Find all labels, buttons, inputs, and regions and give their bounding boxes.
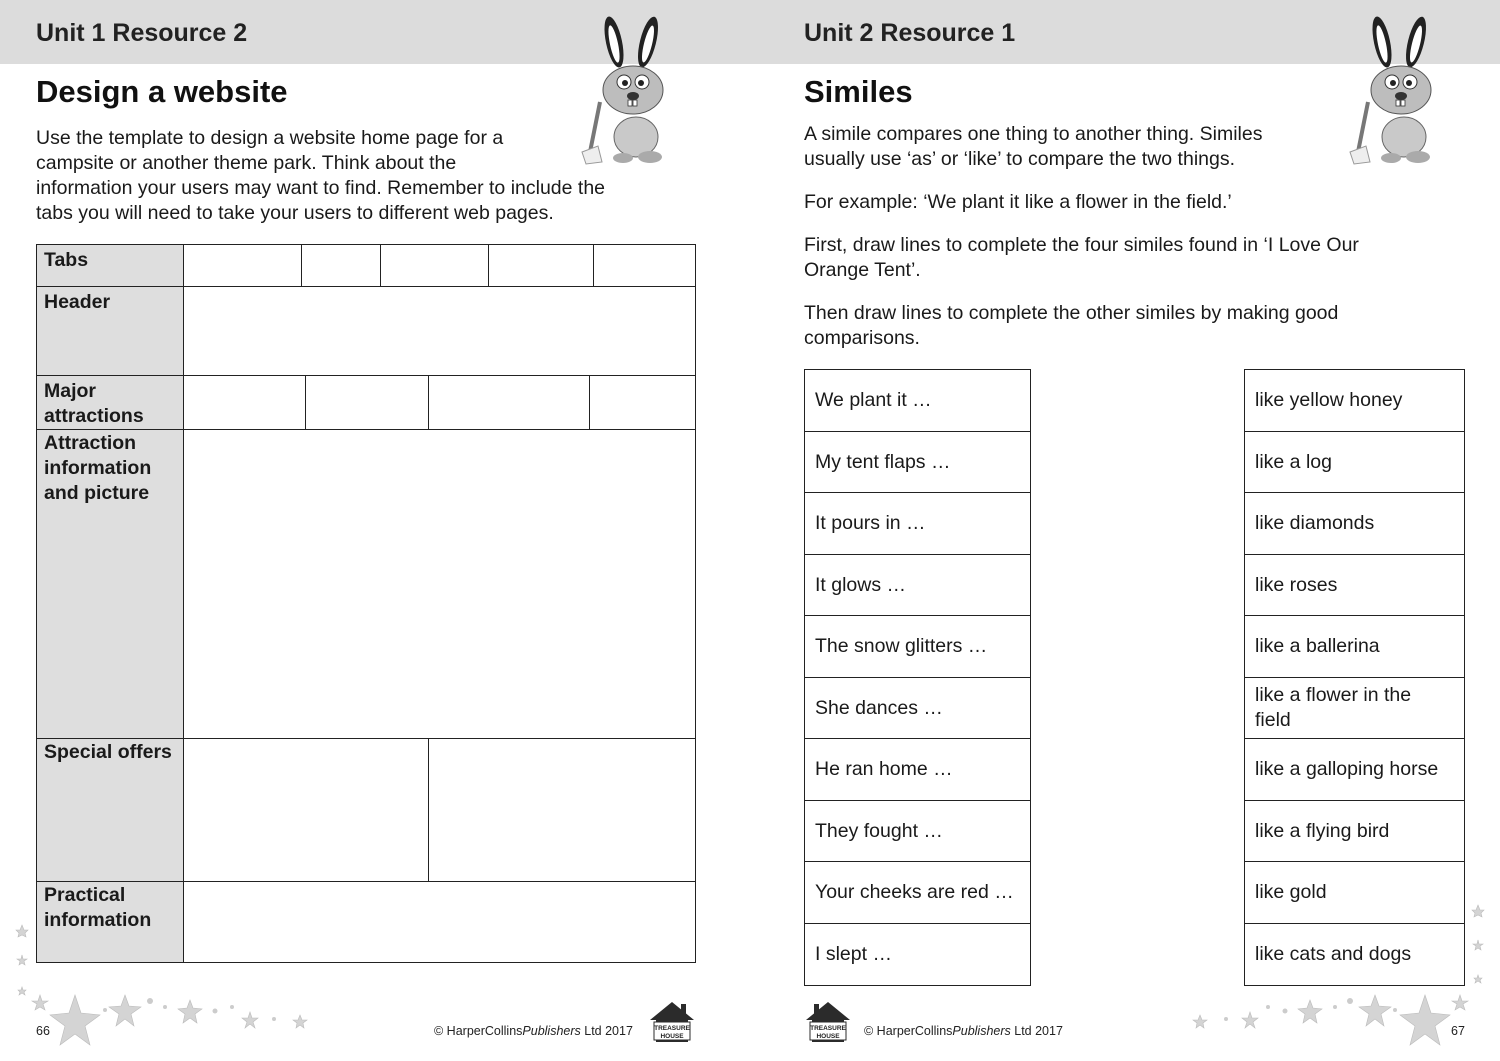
simile-starter-box[interactable]: He ran home …: [804, 738, 1031, 801]
simile-starter-box[interactable]: It glows …: [804, 554, 1031, 617]
simile-starter-box[interactable]: It pours in …: [804, 492, 1031, 555]
special-offer-input-box[interactable]: [183, 738, 429, 882]
svg-text:TREASURE: TREASURE: [654, 1025, 690, 1032]
simile-ending-box[interactable]: like cats and dogs: [1244, 923, 1465, 986]
tabs-label-cell: [36, 244, 184, 287]
page-number: 66: [36, 1024, 50, 1038]
header-input-box[interactable]: [183, 286, 696, 376]
instruction-1-line-2: Orange Tent’.: [804, 259, 921, 281]
page-title: Design a website: [36, 74, 288, 109]
svg-text:HOUSE: HOUSE: [816, 1033, 840, 1040]
tab-input-box[interactable]: [593, 244, 696, 287]
header-label: Header: [44, 291, 111, 313]
special-offers-label: Special offers: [44, 741, 172, 763]
simile-starter-box[interactable]: The snow glitters …: [804, 615, 1031, 678]
special-offer-input-box[interactable]: [428, 738, 696, 882]
svg-text:HOUSE: HOUSE: [660, 1033, 684, 1040]
rabbit-mascot-icon: [578, 12, 678, 167]
tab-input-box[interactable]: [183, 244, 302, 287]
instruction-2-line-2: comparisons.: [804, 327, 920, 349]
simile-starter-box[interactable]: They fought …: [804, 800, 1031, 863]
tab-input-box[interactable]: [380, 244, 489, 287]
simile-ending-box[interactable]: like gold: [1244, 861, 1465, 924]
simile-starter-box[interactable]: We plant it …: [804, 369, 1031, 432]
right-page: [750, 0, 1500, 1061]
simile-starter-box[interactable]: She dances …: [804, 677, 1031, 740]
instructions-line-3: information your users may want to find. Remember to include the: [36, 177, 606, 199]
major-attractions-label: Major attractions: [44, 380, 144, 427]
simile-ending-box[interactable]: like a log: [1244, 431, 1465, 494]
instructions-line-4: tabs you will need to take your users to different web pages.: [36, 202, 554, 224]
resource-label: Unit 1 Resource 2: [36, 19, 248, 47]
header-label-cell: [36, 286, 184, 376]
instructions-line-2: campsite or another theme park. Think about the: [36, 152, 457, 174]
tab-input-box[interactable]: [301, 244, 381, 287]
attraction-info-label: Attraction information and picture: [44, 432, 152, 504]
page-title: Similes: [804, 74, 913, 109]
simile-starter-box[interactable]: I slept …: [804, 923, 1031, 986]
simile-starter-box[interactable]: My tent flaps …: [804, 431, 1031, 494]
simile-ending-box[interactable]: like a flower in the field: [1244, 677, 1465, 740]
tabs-label: Tabs: [44, 249, 89, 271]
simile-ending-box[interactable]: like yellow honey: [1244, 369, 1465, 432]
instruction-2-line-1: Then draw lines to complete the other similes by making good: [804, 302, 1339, 324]
copyright-notice: © HarperCollinsPublishers Ltd 2017: [434, 1024, 633, 1038]
instructions-line-1: Use the template to design a website home page for a: [36, 127, 504, 149]
simile-ending-box[interactable]: like a galloping horse: [1244, 738, 1465, 801]
special-offers-label-cell: [36, 738, 184, 882]
example-sentence: For example: ‘We plant it like a flower in the field.’: [804, 191, 1232, 213]
resource-label: Unit 2 Resource 1: [804, 19, 1016, 47]
simile-ending-box[interactable]: like roses: [1244, 554, 1465, 617]
practical-info-label: Practical information: [44, 884, 152, 931]
treasure-house-logo-icon: [804, 1000, 852, 1044]
attraction-input-box[interactable]: [589, 375, 696, 430]
instruction-1-line-1: First, draw lines to complete the four similes found in ‘I Love Our: [804, 234, 1359, 256]
simile-ending-box[interactable]: like diamonds: [1244, 492, 1465, 555]
attraction-info-label-cell: [36, 429, 184, 739]
attraction-input-box[interactable]: [305, 375, 429, 430]
intro-line-1: A simile compares one thing to another thing. Similes: [804, 123, 1263, 145]
attraction-input-box[interactable]: [183, 375, 306, 430]
tab-input-box[interactable]: [488, 244, 594, 287]
attraction-input-box[interactable]: [428, 375, 590, 430]
attraction-info-input-box[interactable]: [183, 429, 696, 739]
rabbit-mascot-icon: [1346, 12, 1446, 167]
simile-starter-box[interactable]: Your cheeks are red …: [804, 861, 1031, 924]
svg-text:TREASURE: TREASURE: [810, 1025, 846, 1032]
decorative-stars-icon: [10, 895, 340, 1055]
decorative-stars-icon: [1160, 895, 1490, 1055]
treasure-house-logo-icon: [648, 1000, 696, 1044]
simile-ending-box[interactable]: like a ballerina: [1244, 615, 1465, 678]
major-attractions-label-cell: [36, 375, 184, 430]
simile-ending-box[interactable]: like a flying bird: [1244, 800, 1465, 863]
page-number: 67: [1451, 1024, 1465, 1038]
intro-line-2: usually use ‘as’ or ‘like’ to compare the two things.: [804, 148, 1236, 170]
copyright-notice: © HarperCollinsPublishers Ltd 2017: [864, 1024, 1063, 1038]
